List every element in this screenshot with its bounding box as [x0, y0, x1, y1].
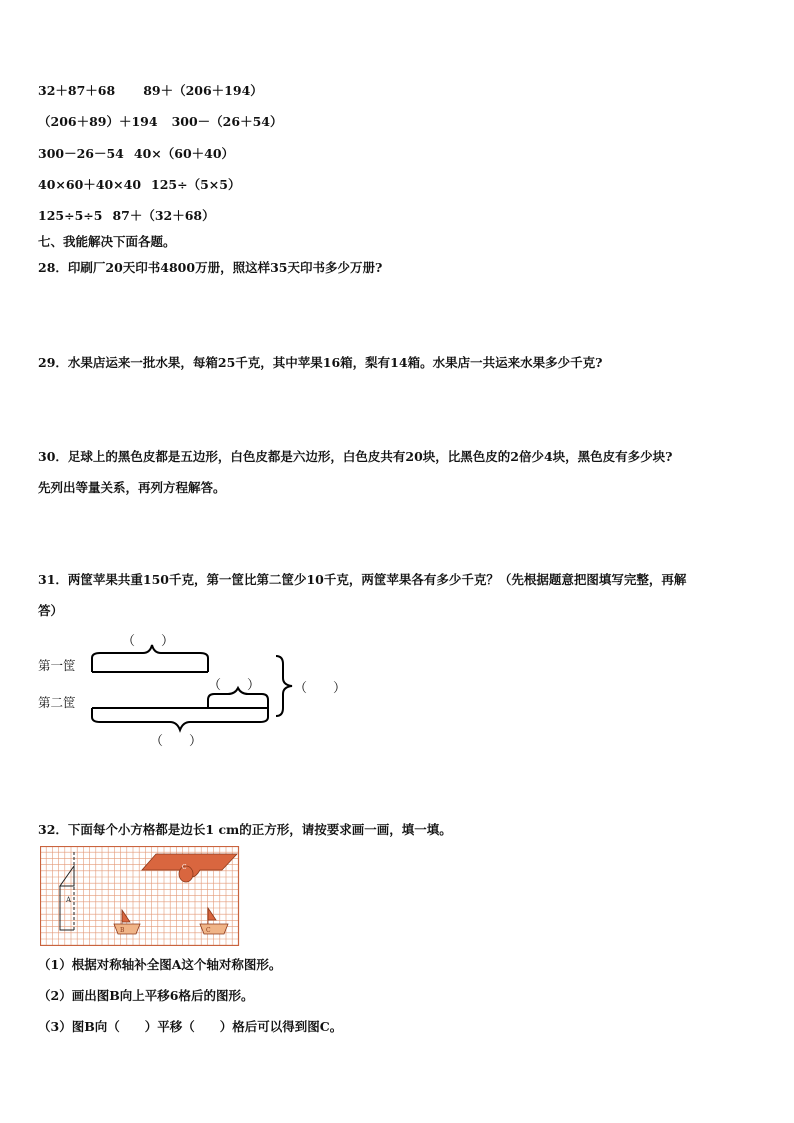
calc-expression: 87＋（32＋68） [112, 208, 215, 223]
question-32-sub-3: （3）图B向（ ）平移（ ）格后可以得到图C。 [38, 1019, 343, 1034]
basket-1-brace [92, 645, 208, 672]
calc-row-5 [38, 208, 215, 224]
basket-2-brace [92, 708, 268, 730]
calc-row-4 [38, 177, 240, 193]
calc-expression: 40×60＋40×40 [38, 177, 142, 192]
figure-b-label: B [120, 927, 125, 934]
question-32-sub-2: （2）画出图B向上平移6格后的图形。 [38, 988, 254, 1003]
figure-c-label: C [182, 864, 187, 871]
total-brace [276, 656, 292, 716]
figure-a-label: A [66, 896, 72, 904]
question-30-line-2: 先列出等量关系，再列方程解答。 [38, 480, 226, 495]
calc-row-3 [38, 146, 234, 162]
calc-row-2 [38, 114, 282, 130]
question-32-sub-1: （1）根据对称轴补全图A这个轴对称图形。 [38, 957, 282, 972]
calc-expression: 300－（26＋54） [171, 114, 283, 129]
question-29: 29．水果店运来一批水果，每箱25千克，其中苹果16箱，梨有14箱。水果店一共运来水果多少千克? [38, 355, 603, 370]
calc-expression: 32＋87＋68 [38, 83, 116, 98]
basket-1-label: 第一筐 [38, 658, 76, 673]
blank-total[interactable]: （ ） [294, 681, 347, 696]
boat-figure-label: C [206, 927, 211, 934]
calc-expression: 125÷（5×5） [151, 177, 241, 192]
calc-expression: 89＋（206＋194） [143, 83, 263, 98]
basket-2-label: 第二筐 [38, 695, 76, 710]
calc-expression: 40×（60＋40） [133, 146, 235, 161]
question-28: 28．印刷厂20天印书4800万册，照这样35天印书多少万册? [38, 260, 383, 275]
question-30-line-1: 30．足球上的黑色皮都是五边形，白色皮都是六边形，白色皮共有20块，比黑色皮的2倍少4块，黑色皮有多少块? [38, 449, 673, 464]
blank-difference[interactable]: （ ） [208, 678, 261, 693]
figure-c [142, 854, 237, 882]
boat-figure [200, 908, 228, 934]
question-32-title: 32．下面每个小方格都是边长1 cm的正方形，请按要求画一画，填一填。 [38, 822, 452, 837]
blank-basket-2[interactable]: （ ） [150, 734, 203, 749]
grid-figure [40, 846, 240, 946]
blank-basket-1[interactable]: （ ） [122, 634, 175, 649]
section-title: 七、我能解决下面各题。 [38, 234, 176, 249]
calc-expression: （206＋89）＋194 [38, 114, 158, 129]
question-31-line-2: 答） [38, 603, 64, 618]
figure-a [60, 852, 74, 930]
question-31-line-1: 31．两筐苹果共重150千克，第一筐比第二筐少10千克，两筐苹果各有多少千克？（先根据题意把图填写完整，再解 [38, 572, 687, 587]
calc-expression: 300－26－54 [38, 146, 124, 161]
calc-row-1 [38, 83, 263, 99]
calc-expression: 125÷5÷5 [38, 208, 103, 223]
